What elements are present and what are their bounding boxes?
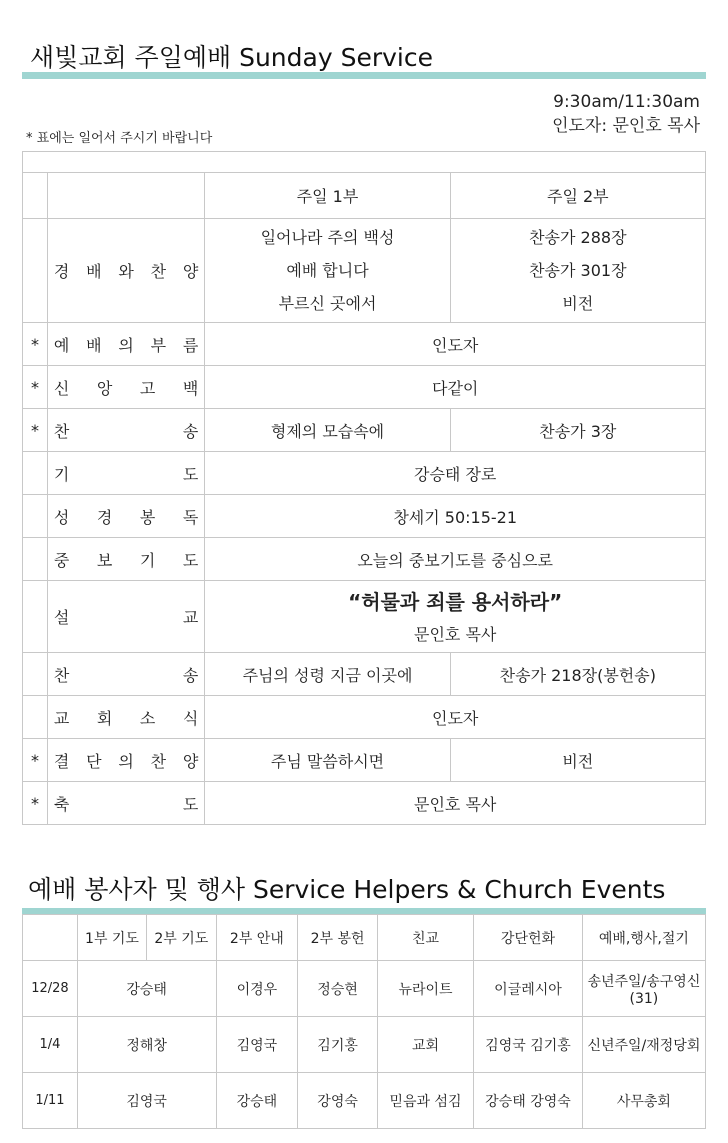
header-cell: 강단헌화 [474,915,583,961]
row-label: 예 배 의 부 름 [47,323,204,366]
service-order-table [22,172,706,825]
service-times: 9:30am/11:30am [553,92,700,112]
standing-mark: * [23,782,48,825]
helpers-header-row [23,915,706,961]
helpers-row [23,961,706,1017]
sermon-row [23,581,706,653]
row-label: 결 단 의 찬 양 [47,739,204,782]
blank-row [22,151,706,173]
page-title: 새빛교회 주일예배 Sunday Service [30,43,433,72]
table-row [23,323,706,366]
standing-mark [23,696,48,739]
row-value: 창세기 50:15-21 [205,495,706,538]
row-second: 찬송가 3장 [450,409,705,452]
praise-second: 찬송가 288장 찬송가 301장 비전 [450,219,705,323]
helpers-table [22,914,706,1129]
table-row [23,696,706,739]
offering-cell: 김기홍 [298,1017,378,1073]
row-label: 중 보 기 도 [47,538,204,581]
row-value: 다같이 [205,366,706,409]
standing-mark [23,653,48,696]
row-value: 인도자 [205,323,706,366]
header-cell: 친교 [377,915,473,961]
header-cell: 1부 기도 [77,915,146,961]
row-first: 주님의 성령 지금 이곳에 [205,653,450,696]
standing-mark [23,452,48,495]
flowers-cell: 김영국 김기홍 [474,1017,583,1073]
praise-first: 일어나라 주의 백성 예배 합니다 부르신 곳에서 [205,219,450,323]
header-cell: 예배,행사,절기 [582,915,705,961]
standing-note: * 표에는 일어서 주시기 바랍니다 [26,131,213,146]
row-label: 경 배 와 찬 양 [47,219,204,323]
helpers-title: 예배 봉사자 및 행사 Service Helpers & Church Events [28,875,666,904]
guide-cell: 이경우 [216,961,298,1017]
table-header-row [23,173,706,219]
row-value: 강승태 장로 [205,452,706,495]
row-first: 형제의 모습속에 [205,409,450,452]
row-value: 오늘의 중보기도를 중심으로 [205,538,706,581]
table-row [23,538,706,581]
flowers-cell: 강승태 강영숙 [474,1073,583,1129]
row-second: 비전 [450,739,705,782]
standing-mark: * [23,409,48,452]
standing-mark: * [23,323,48,366]
fellowship-cell: 믿음과 섬김 [377,1073,473,1129]
prayer-cell: 강승태 [77,961,216,1017]
fellowship-cell: 뉴라이트 [377,961,473,1017]
helpers-row [23,1073,706,1129]
service-info [552,90,700,138]
row-label: 신 앙 고 백 [47,366,204,409]
helpers-row [23,1017,706,1073]
date-cell: 1/4 [23,1017,78,1073]
guide-cell: 강승태 [216,1073,298,1129]
row-label: 기 도 [47,452,204,495]
date-cell: 12/28 [23,961,78,1017]
guide-cell: 김영국 [216,1017,298,1073]
header-cell: 2부 봉헌 [298,915,378,961]
row-label: 찬 송 [47,409,204,452]
table-row [23,782,706,825]
table-row [23,495,706,538]
standing-mark: * [23,366,48,409]
row-value: 문인호 목사 [205,782,706,825]
table-row [23,653,706,696]
standing-mark: * [23,739,48,782]
date-cell: 1/11 [23,1073,78,1129]
sermon-title: “허물과 죄를 용서하라” [348,589,563,614]
col-second-service: 주일 2부 [450,173,705,219]
col-first-service: 주일 1부 [205,173,450,219]
table-row [23,409,706,452]
prayer-cell: 정해창 [77,1017,216,1073]
event-cell: 사무총회 [582,1073,705,1129]
offering-cell: 정승현 [298,961,378,1017]
service-leader: 인도자: 문인호 목사 [552,116,700,136]
row-value: 인도자 [205,696,706,739]
fellowship-cell: 교회 [377,1017,473,1073]
title-underline [22,72,706,79]
prayer-cell: 김영국 [77,1073,216,1129]
flowers-cell: 이글레시아 [474,961,583,1017]
row-label: 성 경 봉 독 [47,495,204,538]
header-cell: 2부 기도 [147,915,216,961]
table-row [23,739,706,782]
offering-cell: 강영숙 [298,1073,378,1129]
standing-mark [23,495,48,538]
row-label: 찬 송 [47,653,204,696]
table-row [23,452,706,495]
row-second: 찬송가 218장(봉헌송) [450,653,705,696]
standing-mark [23,538,48,581]
praise-row [23,219,706,323]
header-cell: 2부 안내 [216,915,298,961]
event-cell: 신년주일/재정당회 [582,1017,705,1073]
row-label: 설 교 [47,581,204,653]
row-label: 축 도 [47,782,204,825]
row-label: 교 회 소 식 [47,696,204,739]
event-cell: 송년주일/송구영신(31) [582,961,705,1017]
row-first: 주님 말씀하시면 [205,739,450,782]
sermon-preacher: 문인호 목사 [413,624,497,644]
table-row [23,366,706,409]
